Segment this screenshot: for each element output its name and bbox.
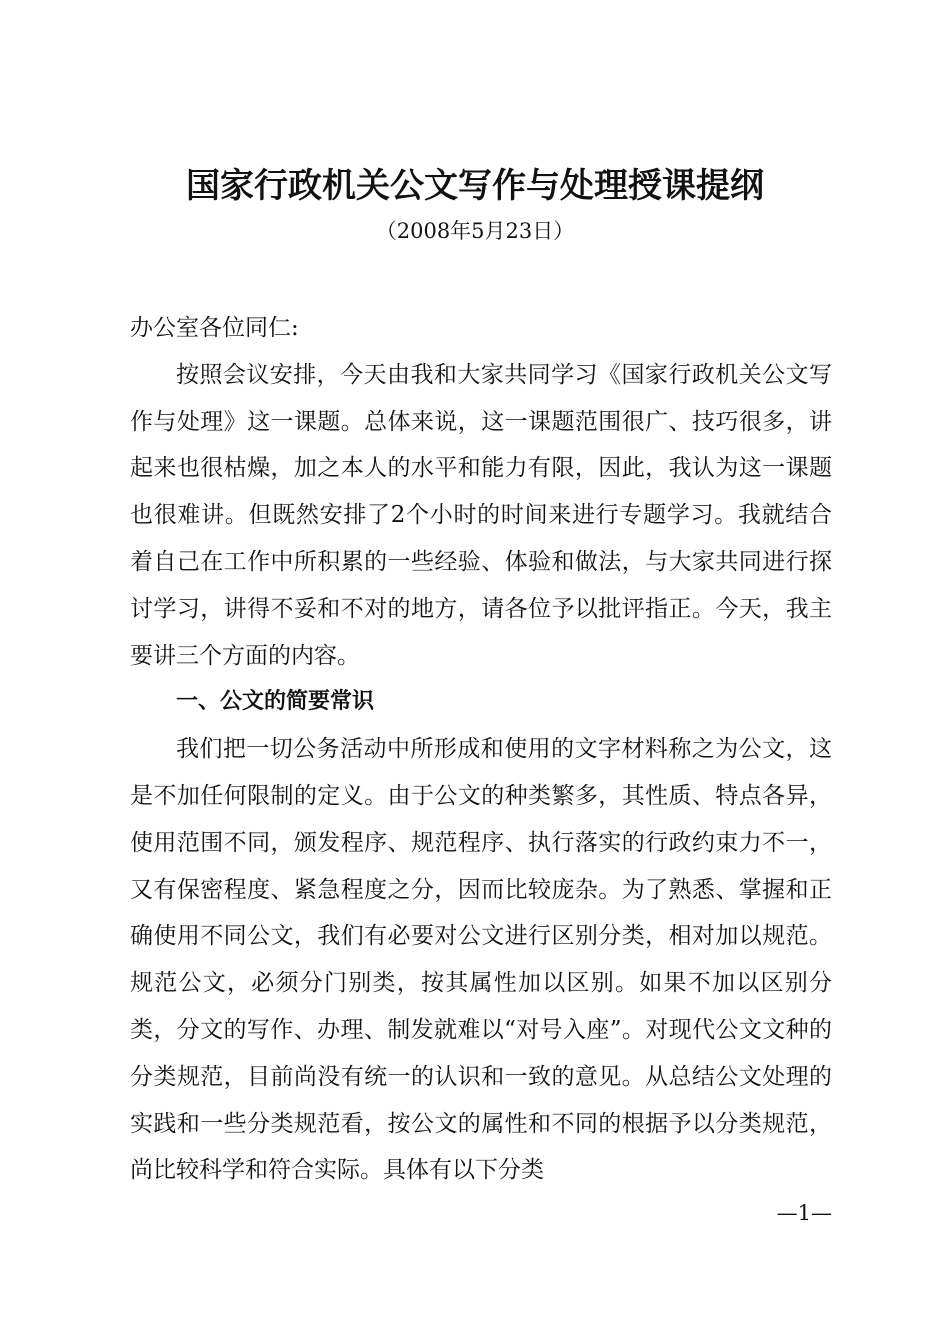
document-body [130, 305, 832, 1194]
document-title: 国家行政机关公文写作与处理授课提纲 [186, 166, 764, 206]
section-paragraph: 我们把一切公务活动中所形成和使用的文字材料称之为公文，这是不加任何限制的定义。由于公文的种类繁多，其性质、特点各异，使用范围不同，颁发程序、规范程序、执行落实的行政约束力不一，又有保密程度、紧急程度之分，因而比较庞杂。为了熟悉、掌握和正确使用不同公文，我们有必要对公文进行区别分类，相对加以规范。规范公文，必须分门别类，按其属性加以区别。如果不加以区别分类，分文的写作、办理、制发就难以“对号入座”。对现代公文文种的分类规范，目前尚没有统一的认识和一致的意见。从总结公文处理的实践和一些分类规范看，按公文的属性和不同的根据予以分类规范，尚比较科学和符合实际。具体有以下分类 [130, 736, 832, 1184]
intro-paragraph: 按照会议安排，今天由我和大家共同学习《国家行政机关公文写作与处理》这一课题。总体来说，这一课题范围很广、技巧很多，讲起来也很枯燥，加之本人的水平和能力有限，因此，我认为这一课题也很难讲。但既然安排了2个小时的时间来进行专题学习。我就结合着自己在工作中所积累的一些经验、体验和做法，与大家共同进行探讨学习，讲得不妥和不对的地方，请各位予以批评指正。今天，我主要讲三个方面的内容。 [130, 361, 832, 669]
section-heading: 一、公文的简要常识 [176, 689, 375, 715]
page-number: —1— [776, 1201, 832, 1225]
document-date: （2008年5月23日） [375, 219, 575, 243]
salutation: 办公室各位同仁: [130, 315, 299, 341]
